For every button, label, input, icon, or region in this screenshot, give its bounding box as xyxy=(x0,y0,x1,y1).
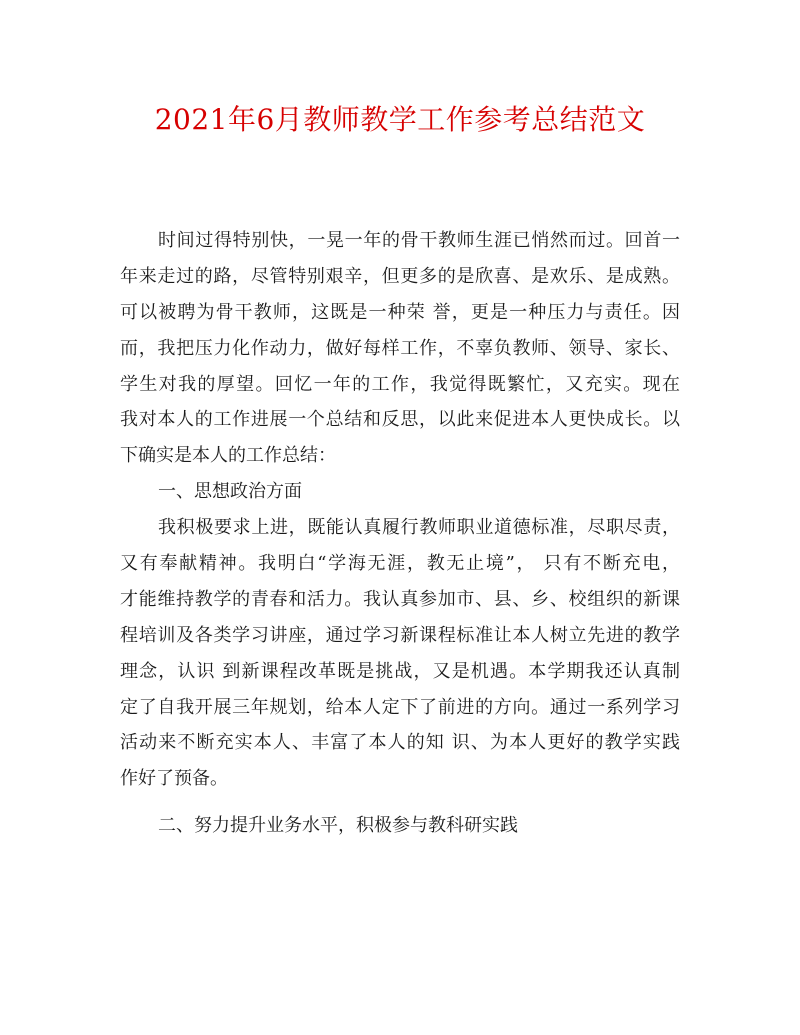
section1-line: 活动来不断充实本人、丰富了本人的知 识、为本人更好的教学实践 xyxy=(120,732,680,754)
paragraph-gap xyxy=(120,797,680,808)
section-heading: 一、思想政治方面 xyxy=(158,481,302,503)
section1-line: 我积极要求上进，既能认真履行教师职业道德标准，尽职尽责， xyxy=(158,517,680,539)
intro-line: 我对本人的工作进展一个总结和反思，以此来促进本人更快成长。以 xyxy=(120,409,680,431)
intro-line: 而，我把压力化作动力，做好每样工作，不辜负教师、领导、家长、 xyxy=(120,337,680,359)
document-title: 2021年6月教师教学工作参考总结范文 xyxy=(154,103,646,136)
section1-line: 理念，认识 到新课程改革既是挑战，又是机遇。本学期我还认真制 xyxy=(120,660,680,682)
intro-line: 学生对我的厚望。回忆一年的工作，我觉得既繁忙，又充实。现在 xyxy=(120,373,680,395)
section1-line: 又有奉献精神。我明白“学海无涯，教无止境”， 只有不断充电， xyxy=(120,553,680,575)
section1-line: 才能维持教学的青春和活力。我认真参加市、县、乡、校组织的新课 xyxy=(120,588,680,610)
intro-line: 可以被聘为骨干教师，这既是一种荣 誉，更是一种压力与责任。因 xyxy=(120,301,680,323)
section1-line: 作好了预备。 xyxy=(120,768,228,790)
section1-line: 程培训及各类学习讲座，通过学习新课程标准让本人树立先进的教学 xyxy=(120,624,680,646)
document-body xyxy=(120,223,680,844)
intro-line: 年来走过的路，尽管特别艰辛，但更多的是欣喜、是欢乐、是成熟。 xyxy=(120,265,680,287)
intro-line: 下确实是本人的工作总结： xyxy=(120,445,336,467)
section1-line: 定了自我开展三年规划，给本人定下了前进的方向。通过一系列学习 xyxy=(120,696,680,718)
section-heading: 二、努力提升业务水平，积极参与教科研实践 xyxy=(158,815,518,837)
intro-line: 时间过得特别快，一晃一年的骨干教师生涯已悄然而过。回首一 xyxy=(158,230,680,251)
